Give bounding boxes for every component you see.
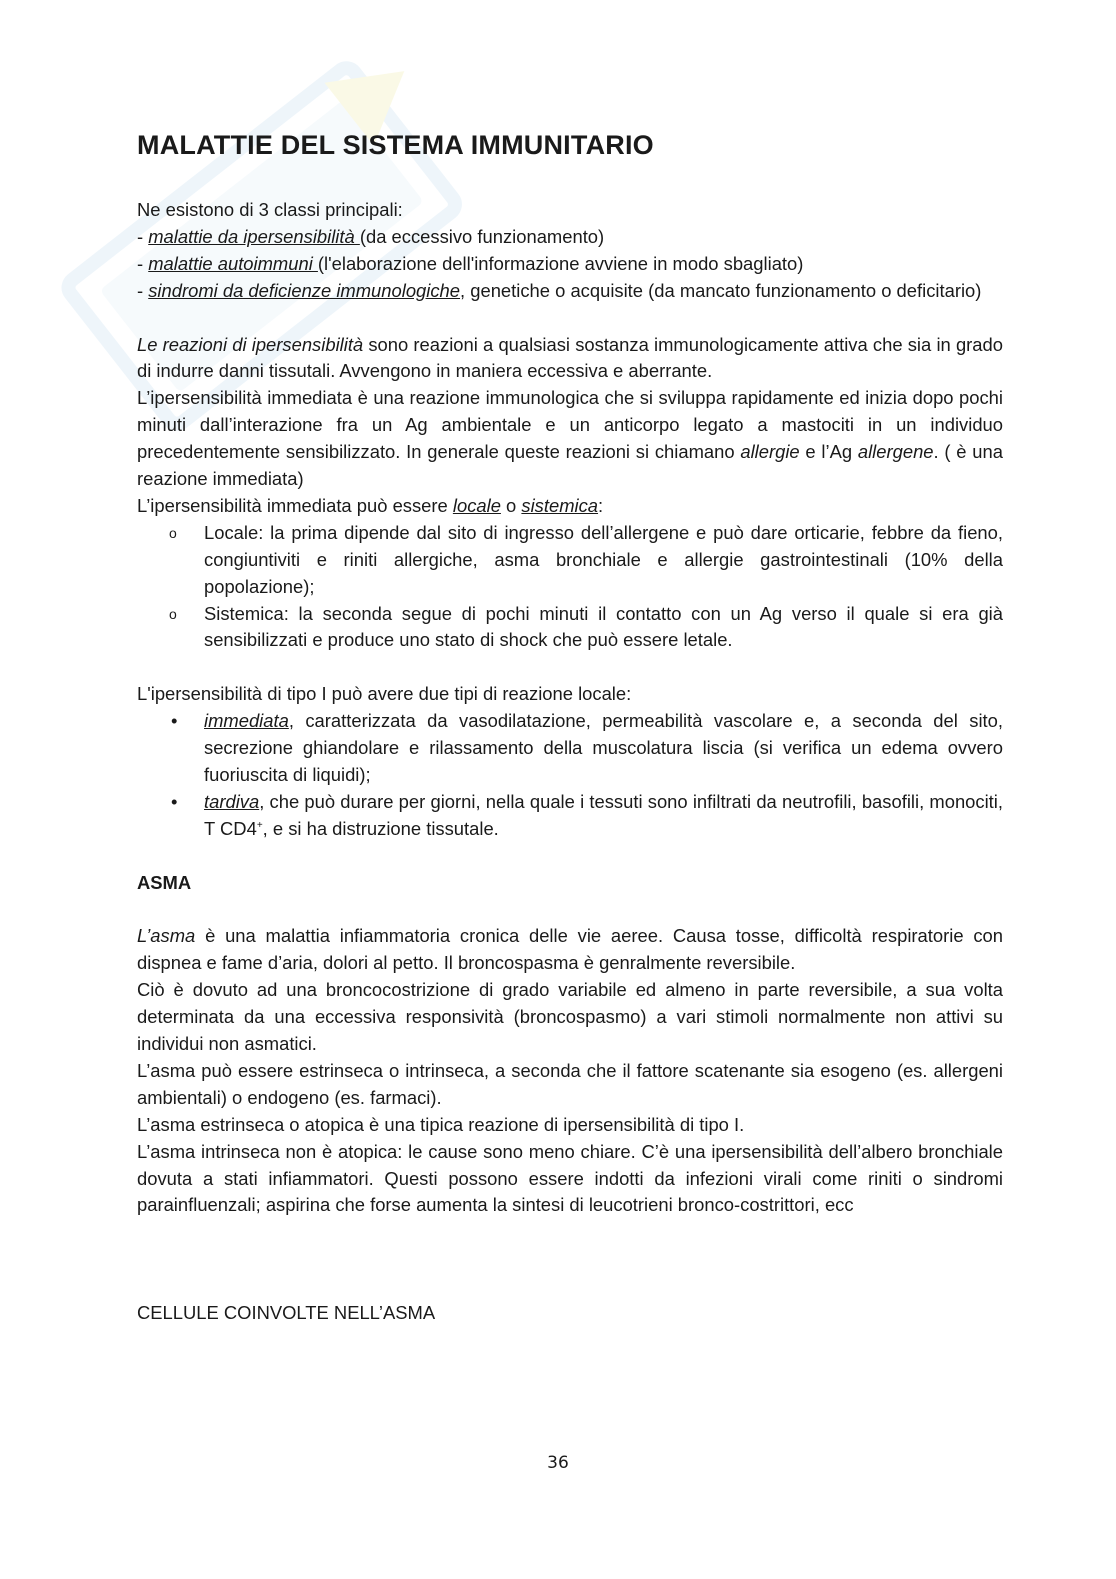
circle-bullet-icon: o [169,524,177,541]
term-asma: L’asma [137,925,196,947]
paragraph-reazioni: Le reazioni di ipersensibilità sono reazioni a qualsiasi sostanza immunologicamente attiva che sia in grado di indurre danni tissutali. Avvengono in maniera eccessiva e aberrante. [137,333,1003,382]
class-desc: (l'elaborazione dell'informazione avviene in modo sbagliato) [317,252,804,274]
class-item [137,224,1003,251]
paragraph-asma-2: Ciò è dovuto ad una broncocostrizione di grado variabile ed almeno in parte reversibile, a sua volta determinata da una eccessiva responsività (broncospasmo) a vari stimoli normalmente non attivi su individui non asmatici. [137,979,1003,1055]
dash: - [137,279,149,301]
paragraph-immediata: L’ipersensibilità immediata è una reazione immunologica che si sviluppa rapidamente ed inizia dopo pochi minuti dall’interazione fra un Ag ambientale e un anticorpo legato a mastociti in un individuo precedentemente sensibilizzato. In generale queste reazioni si chiamano allergie e l’Ag allergene. ( è una reazione immediata) [137,387,1003,490]
class-desc: (da eccessivo funzionamento) [359,225,605,247]
class-item [137,278,1003,305]
page-number: 36 [547,1453,569,1473]
class-term: malattie autoimmuni [148,252,318,274]
class-desc: , genetiche o acquisite (da mancato funzionamento o deficitario) [460,279,982,301]
paragraph-locale-sistemica: L’ipersensibilità immediata può essere locale o sistemica: [137,494,604,516]
term-immediata: immediata [204,710,289,732]
class-item [137,251,1003,278]
list-item: o Locale: la prima dipende dal sito di ingresso dell’allergene e può dare orticarie, febbre da fieno, congiuntiviti e riniti allergiche, asma bronchiale e allergie gastrointestinali (10% della popolazione); [169,521,1003,597]
term-locale: locale [452,494,501,516]
section-heading-asma: ASMA [137,871,192,893]
paragraph-asma-1: L’asma è una malattia infiammatoria cronica delle vie aeree. Causa tosse, difficoltà respiratorie con dispnea e fame d’aria, dolori al petto. Il broncospasma è genralmente reversibile. [137,925,1003,974]
term-allergene: allergene [857,441,934,463]
list-item: • immediata, caratterizzata da vasodilatazione, permeabilità vascolare e, a seconda del sito, secrezione ghiandolare e rilassamento della muscolatura liscia (si verifica un edema ovvero fuoriuscita di liquidi); [171,710,1003,785]
paragraph-tipo1: L'ipersensibilità di tipo I può avere due tipi di reazione locale: [137,683,632,705]
document-body [137,197,1003,1327]
sublist [137,520,1003,655]
class-term: sindromi da deficienze immunologiche [148,279,461,301]
term-allergie: allergie [740,441,800,463]
term: Le reazioni di ipersensibilità [137,333,364,355]
list-item: • tardiva, che può durare per giorni, nella quale i tessuti sono infiltrati da neutrofili, basofili, monociti, T CD4+, e si ha distruzione tissutale. [171,790,1003,839]
paragraph-asma-4: L’asma estrinseca o atopica è una tipica reazione di ipersensibilità di tipo I. [137,1113,745,1135]
term-sistemica: sistemica [521,494,599,516]
dash: - [137,225,149,247]
section-heading-cellule: CELLULE COINVOLTE NELL’ASMA [137,1302,436,1324]
dash: - [137,252,149,274]
list-item: o Sistemica: la seconda segue di pochi minuti il contatto con un Ag verso il quale si era già sensibilizzati e produce uno stato di shock che può essere letale. [169,602,1003,651]
bullet-list [137,708,1003,843]
paragraph-asma-5: L’asma intrinseca non è atopica: le cause sono meno chiare. C’è una ipersensibilità dell’albero bronchiale dovuta a stati infiammatori. Questi possono essere indotti da infezioni virali come riniti o sindromi parainfluenzali; aspirina che forse aumenta la sintesi di leucotrieni bronco-costrittori, ecc [137,1140,1003,1216]
circle-bullet-icon: o [169,605,177,622]
intro-line: Ne esistono di 3 classi principali: [137,199,403,220]
paragraph-asma-3: L’asma può essere estrinseca o intrinseca, a seconda che il fattore scatenante sia esogeno (es. allergeni ambientali) o endogeno (es. farmaci). [137,1059,1003,1108]
superscript: + [256,819,263,831]
class-term: malattie da ipersensibilità [148,225,360,247]
page-title: MALATTIE DEL SISTEMA IMMUNITARIO [137,130,654,160]
bullet-icon: • [171,710,178,732]
term-tardiva: tardiva [204,790,260,812]
bullet-icon: • [171,790,178,812]
